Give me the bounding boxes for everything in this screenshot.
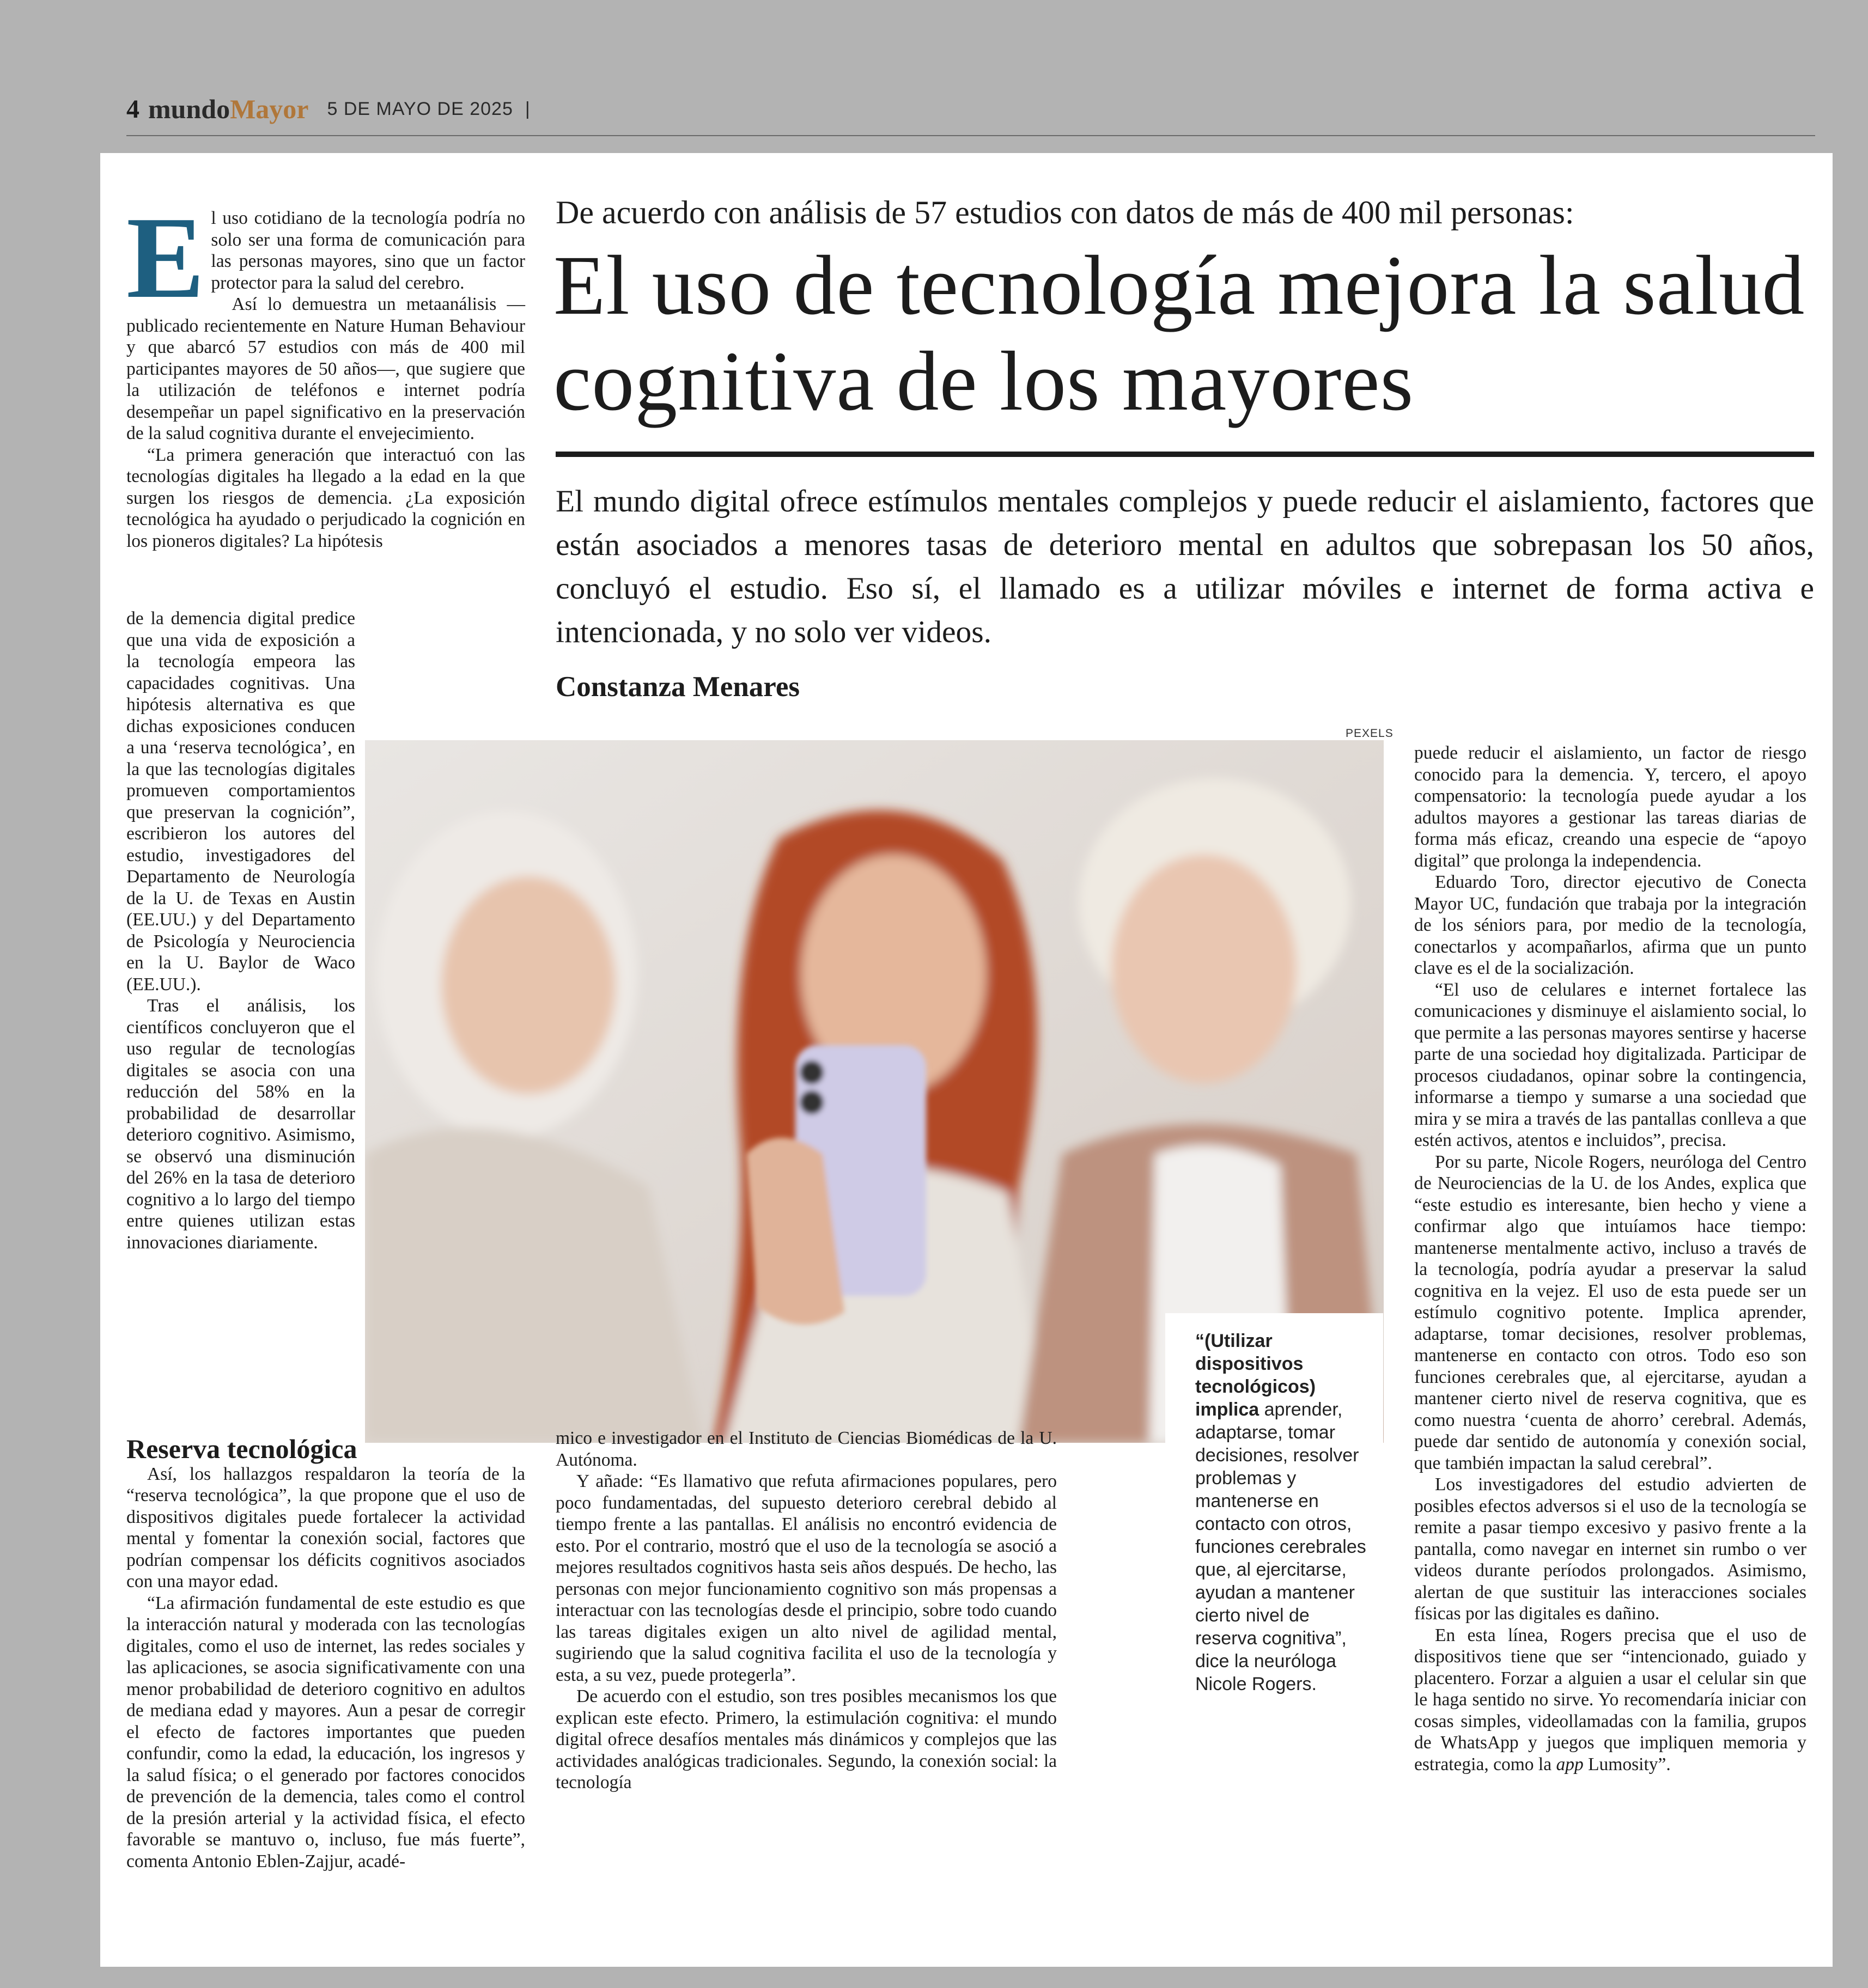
paragraph: Así, los hallazgos respaldaron la teoría de la “reserva tecnológica”, la que propone que el uso de dispositivos digitales puede fortalecer la actividad mental y fomentar la conexión social, factores que podrían compensar los déficits cognitivos asociados con una mayor edad. — [126, 1463, 525, 1591]
pull-quote — [1195, 1330, 1375, 1696]
header-separator: | — [525, 98, 530, 119]
paragraph: Por su parte, Nicole Rogers, neuróloga del Centro de Neurociencias de la U. de los Andes, explica que “este estudio es interesante, bien hecho y viene a confirmar algo que intuíamos hace tiempo: mantenerse mentalmente activo, incluso a través de la tecnología, podría ayudar a preservar la salud cognitiva en la vejez. El uso de esta puede ser un estímulo cognitivo potente. Implica aprender, adaptarse, tomar decisiones, resolver problemas, mantenerse en contacto con otros. Todo eso son funciones cerebrales que, al ejercitarse, ayudan a mantener cierto nivel de reserva cognitiva, que es como nuestra ‘cuenta de ahorro’ cerebral. Además, puede dar sentido de autonomía y conexión social, que también impactan la salud cerebral”. — [1414, 1151, 1806, 1473]
column-1-top — [126, 192, 525, 552]
photo-credit: PEXELS — [1346, 727, 1394, 740]
pull-quote-text: aprender, adaptarse, tomar decisiones, resolver problemas y mantenerse en contacto con otros, funciones cerebrales que, al ejercitarse, ayudan a mantener cierto nivel de reserva cognitiva”, dice la neuróloga Nicole Rogers. — [1195, 1399, 1366, 1694]
paragraph: “El uso de celulares e internet fortalece las comunicaciones y disminuye el aislamiento social, lo que permite a las personas mayores sentirse y hacerse parte de una sociedad hoy digitalizada. Participar de procesos ciudadanos, opinar sobre la contingencia, informarse a tiempo y sumarse a una sociedad que mira y se mira a través de las pantallas conlleva a que estén activos, atentos e incluidos”, precisa. — [1414, 979, 1806, 1150]
column-1-bottom — [126, 1434, 525, 1872]
column-4 — [1414, 742, 1806, 1775]
paragraph: de la demencia digital predice que una vida de exposición a la tecnología empeora las capacidades cognitivas. Una hipótesis alternativa es que dichas exposiciones conducen a una ‘reserva tecnológica’, en la que las tecnologías digitales promueven comportamientos que preservan la cognición”, escribieron los autores del estudio, investigadores del Departamento de Neurología de la U. de Texas en Austin (EE.UU.) y del Departamento de Psicología y Neurociencia en la U. Baylor de Waco (EE.UU.). — [126, 608, 355, 995]
intro-paragraph — [126, 192, 525, 322]
article-headline: El uso de tecnología mejora la salud cognitiva de los mayores — [553, 238, 1805, 428]
header-rule — [126, 135, 1815, 136]
article-lead: El mundo digital ofrece estímulos mentales complejos y puede reducir el aislamiento, factores que están asociados a menores tasas de deterioro mental en adultos que sobrepasan los 50 años, concluyó el estudio. Eso sí, el llamado es a utilizar móviles e internet de forma activa e intencionada, y no solo ver videos. — [556, 484, 1814, 649]
paragraph-text: En esta línea, Rogers precisa que el uso de dispositivos tiene que ser “intencionado, guiado y placentero. Forzar a alguien a usar el celular sin que le haga sentido no sirve. Yo recomendaría iniciar con cosas simples, videollamadas con la familia, grupos de WhatsApp y juegos que impliquen memoria y estrategia, como la — [1414, 1625, 1806, 1774]
page-header — [126, 93, 1815, 125]
paragraph: Eduardo Toro, director ejecutivo de Conecta Mayor UC, fundación que trabaja por la integración de los séniors para, por medio de la tecnología, conectarlos y acompañarlos, afirma que un punto clave es el de la socialización. — [1414, 872, 1806, 978]
brand-name-part1: mundo — [148, 94, 230, 124]
column-2-bottom — [556, 1428, 1057, 1794]
paragraph: “La primera generación que interactuó con las tecnologías digitales ha llegado a la edad en la que surgen los riesgos de demencia. ¿La exposición tecnológica ha ayudado o perjudicado la cognición en los pioneros digitales? La hipótesis — [126, 444, 525, 551]
page-number: 4 — [126, 94, 139, 124]
italic-word: app — [1556, 1754, 1584, 1774]
headline-rule — [556, 452, 1814, 457]
paragraph-text: Lumosity”. — [1588, 1754, 1671, 1774]
paragraph: Tras el análisis, los científicos concluyeron que el uso regular de tecnologías digitales se asocia con una reducción del 58% en la probabilidad de desarrollar deterioro cognitivo. Asimismo, se observó una disminución del 26% en la tasa de deterioro cognitivo a lo largo del tiempo entre quienes utilizan estas innovaciones diariamente. — [126, 996, 355, 1253]
brand-name-part2: Mayor — [230, 94, 309, 124]
article-kicker: De acuerdo con análisis de 57 estudios con datos de más de 400 mil personas: — [556, 194, 1574, 230]
column-1-narrow — [126, 608, 355, 1253]
section-subhead: Reserva tecnológica — [126, 1434, 357, 1464]
paragraph: “La afirmación fundamental de este estudio es que la interacción natural y moderada con las tecnologías digitales, como el uso de internet, las redes sociales y las aplicaciones, se asocia significativamente con una menor probabilidad de deterioro cognitivo en adultos de mediana edad y mayores. Aun a pesar de corregir el efecto de factores importantes que pueden confundir, como la edad, la educación, los ingresos y la salud física; o el generado por factores conocidos de prevención de la demencia, tales como el control de la presión arterial y la actividad física, el efecto favorable se mantuvo o, incluso, fue más fuerte”, comenta Antonio Eblen-Zajjur, acadé- — [126, 1593, 525, 1871]
paragraph: Así lo demuestra un metaanálisis —publicado recientemente en Nature Human Behaviour y que abarcó 57 estudios con más de 400 mil participantes mayores de 50 años—, que sugiere que la utilización de teléfonos e internet podría desempeñar un papel significativo en la preservación de la salud cognitiva durante el envejecimiento. — [126, 294, 525, 443]
paragraph: mico e investigador en el Instituto de Ciencias Biomédicas de la U. Autónoma. — [556, 1428, 1057, 1470]
paragraph: De acuerdo con el estudio, son tres posibles mecanismos los que explican este efecto. Primero, la estimulación cognitiva: el mundo digital ofrece desafíos mentales más dinámicos y complejos que las actividades analógicas tradicionales. Segundo, la conexión social: la tecnología — [556, 1686, 1057, 1792]
paragraph: Los investigadores del estudio advierten de posibles efectos adversos si el uso de la tecnología se remite a pasar tiempo excesivo y pasivo frente a la pantalla, como navegar en internet sin rumbo o ver videos durante períodos prolongados. Asimismo, alertan de que sustituir las interacciones sociales físicas por las digitales es dañino. — [1414, 1474, 1806, 1624]
issue-date: 5 DE MAYO DE 2025 — [327, 98, 513, 119]
article-byline: Constanza Menares — [556, 671, 800, 703]
article-page — [100, 153, 1833, 1967]
drop-cap: E — [126, 192, 205, 322]
paragraph: puede reducir el aislamiento, un factor de riesgo conocido para la demencia. Y, tercero, el apoyo compensatorio: la tecnología puede ayudar a los adultos mayores a gestionar las tareas diarias de forma más eficaz, creando una especie de “apoyo digital” que prolonga la independencia. — [1414, 743, 1806, 871]
paragraph — [1414, 1625, 1806, 1776]
paragraph: Y añade: “Es llamativo que refuta afirmaciones populares, pero poco fundamentadas, del supuesto deterioro cerebral debido al tiempo frente a las pantallas. El análisis no encontró evidencia de esto. Por el contrario, mostró que el uso de la tecnología se asoció a mejores resultados cognitivos hasta seis años después. De hecho, las personas con mejor funcionamiento cognitivo son más propensas a interactuar con las tecnologías desde el principio, sobre todo cuando las tareas digitales exigen un alto nivel de agilidad mental, sugiriendo que la salud cognitiva facilita el uso de la tecnología y esta, a su vez, puede protegerla”. — [556, 1471, 1057, 1685]
intro-text: l uso cotidiano de la tecnología podría no solo ser una forma de comunicación para las personas mayores, sino que un factor protector para la salud del cerebro. — [211, 208, 525, 293]
pull-quote-bold: “(Utilizar dispositivos tecnológicos) implica — [1195, 1331, 1316, 1420]
